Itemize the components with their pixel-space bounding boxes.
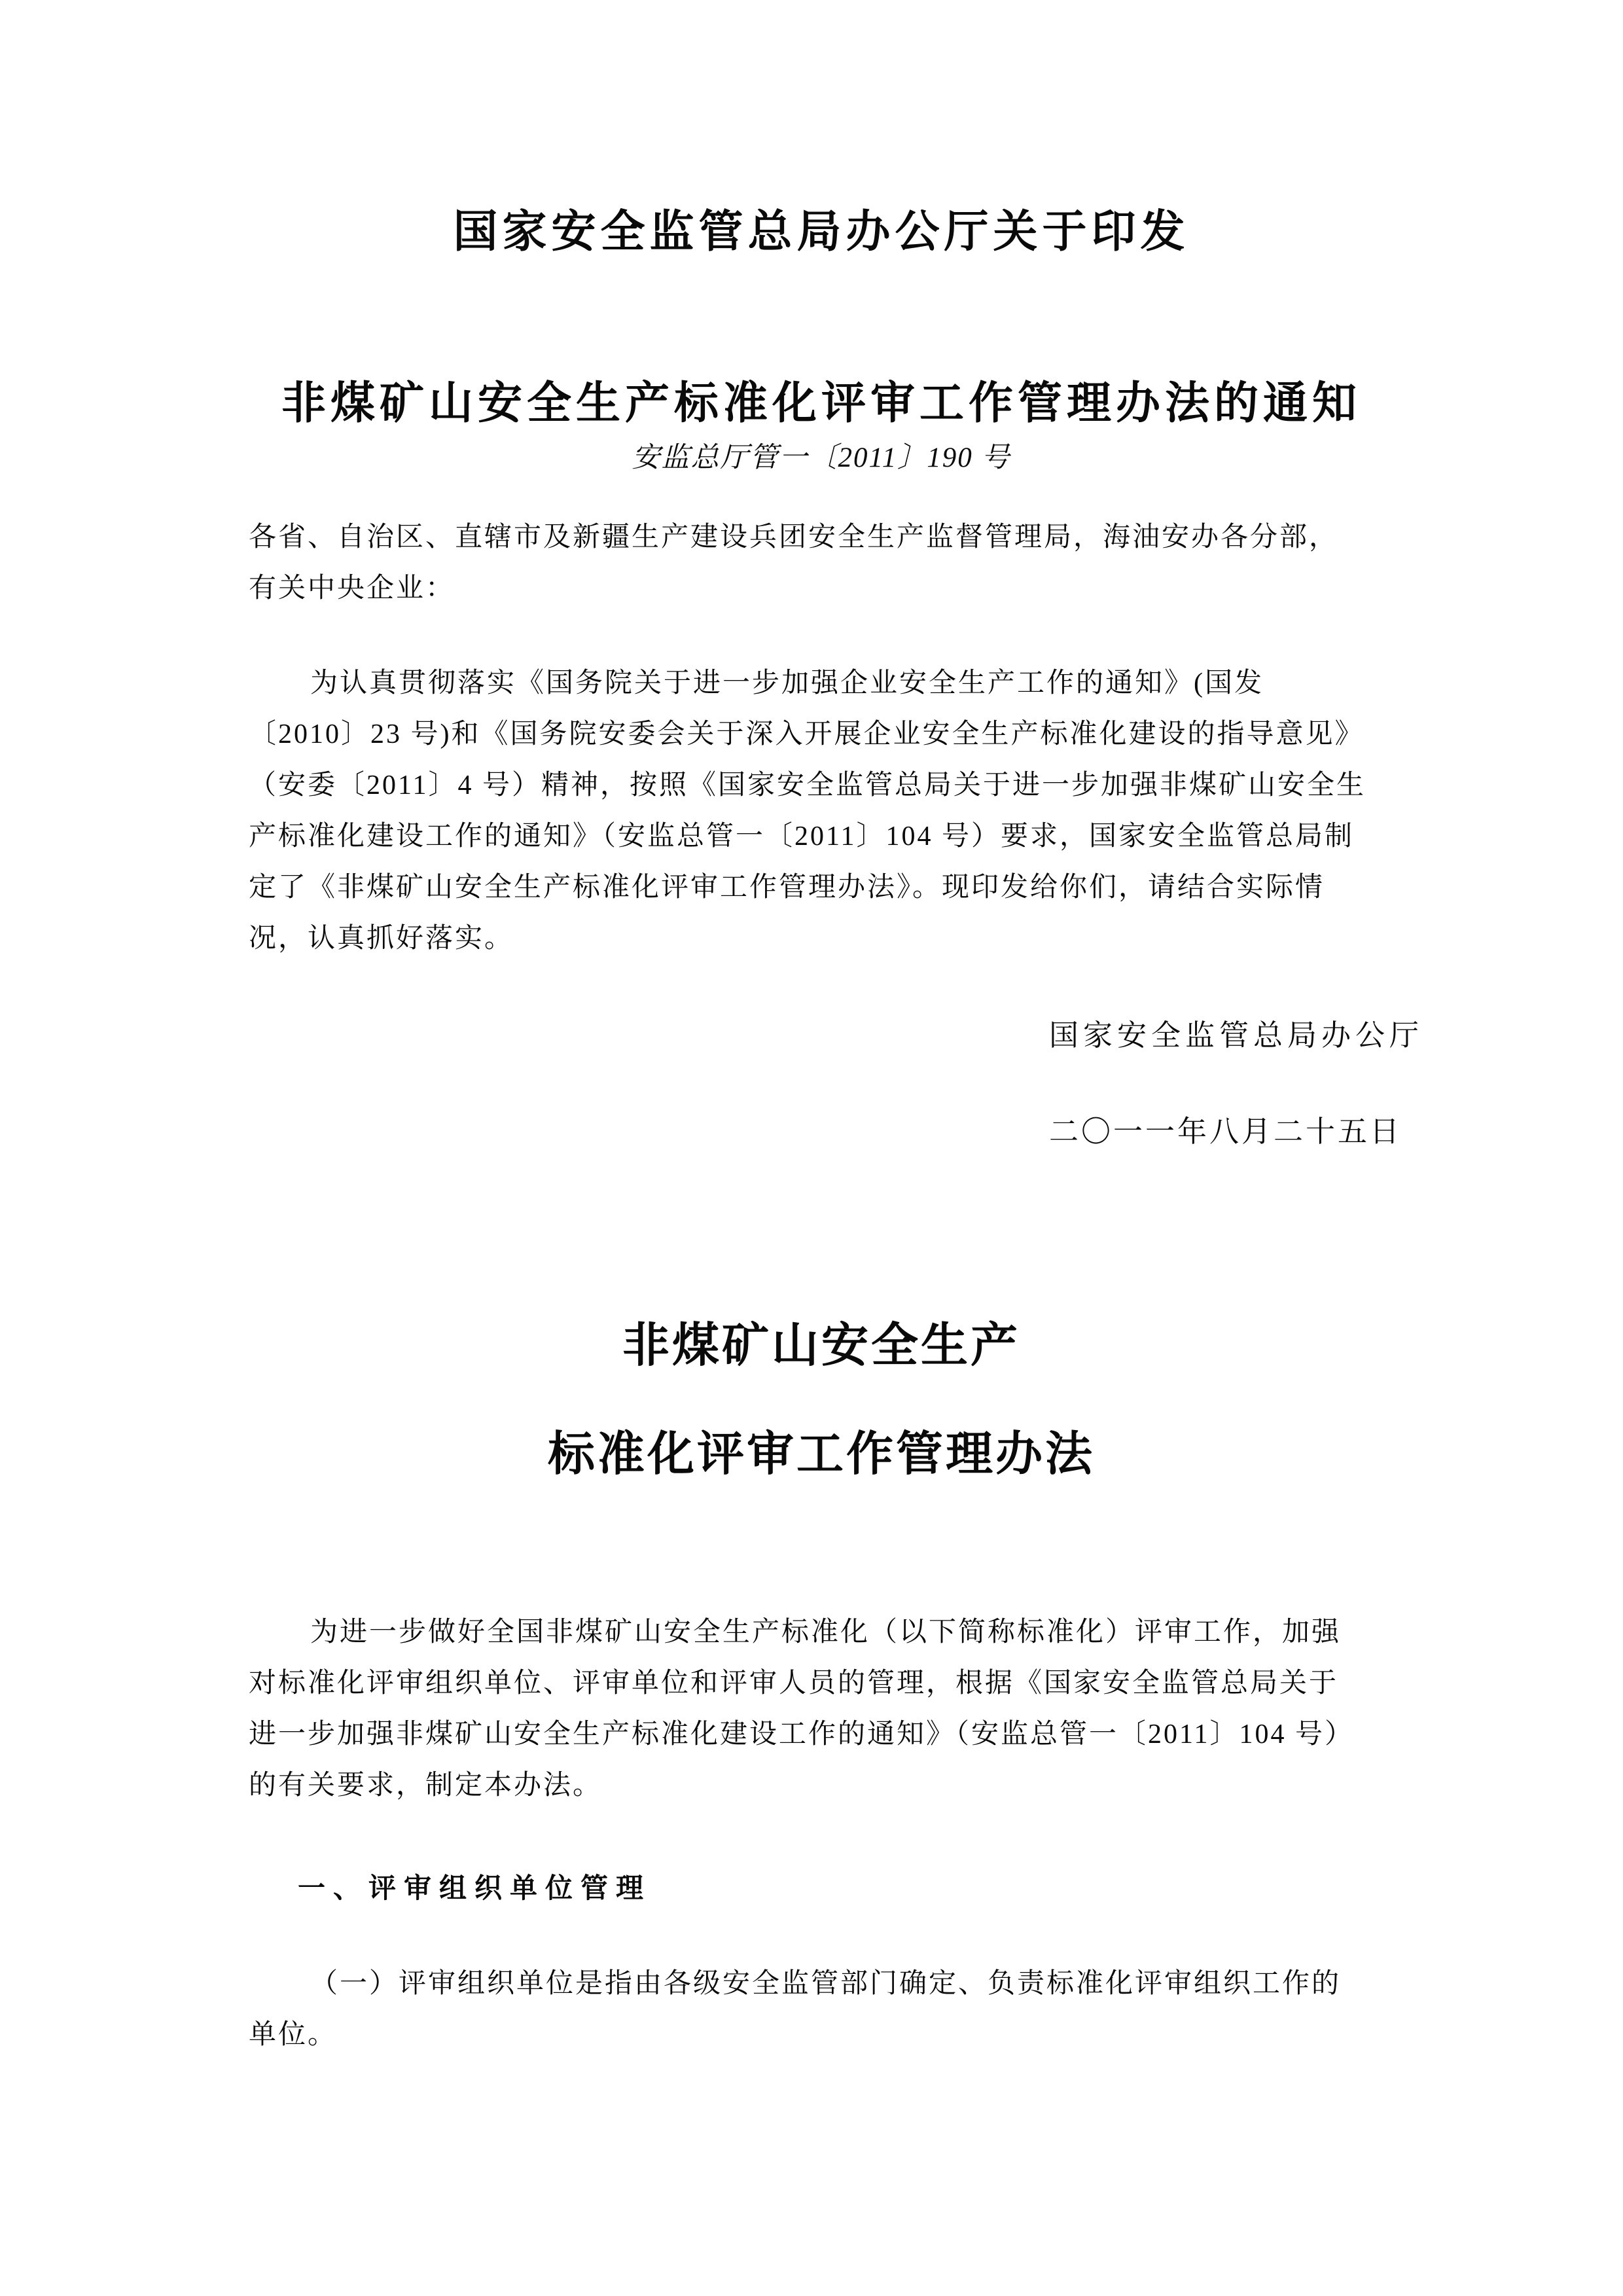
intro-line: 为进一步做好全国非煤矿山安全生产标准化（以下简称标准化）评审工作，加强	[310, 1617, 1342, 1647]
intro-line: 对标准化评审组织单位、评审单位和评审人员的管理，根据《国家安全监管总局关于	[249, 1668, 1339, 1698]
intro-line: 进一步加强非煤矿山安全生产标准化建设工作的通知》（安监总管一〔2011〕104 号）	[249, 1719, 1354, 1749]
section-item-paragraph	[249, 1958, 1394, 2060]
measures-intro-paragraph	[249, 1607, 1394, 1811]
recipients-line: 各省、自治区、直辖市及新疆生产建设兵团安全生产监督管理局，海油安办各分部，	[249, 522, 1339, 552]
item-line: （一）评审组织单位是指由各级安全监管部门确定、负责标准化评审组织工作的	[310, 1969, 1342, 1999]
intro-line: 的有关要求，制定本办法。	[249, 1770, 603, 1801]
item-line: 单位。	[249, 2020, 338, 2050]
notice-title-line2: 非煤矿山安全生产标准化评审工作管理办法的通知	[281, 378, 1361, 428]
body-line: 产标准化建设工作的通知》（安监总管一〔2011〕104 号）要求，国家安全监管总局制	[249, 821, 1354, 852]
recipients-line: 有关中央企业：	[249, 573, 455, 603]
section-heading: 一、评审组织单位管理	[298, 1874, 652, 1904]
body-line: （安委〔2011〕4 号）精神，按照《国家安全监管总局关于进一步加强非煤矿山安全生	[249, 770, 1366, 800]
issue-date: 二〇一一年八月二十五日	[1049, 1115, 1402, 1148]
body-line: 〔2010〕23 号)和《国务院安委会关于深入开展企业安全生产标准化建设的指导意见》	[249, 719, 1364, 749]
issuer-signature: 国家安全监管总局办公厅	[1049, 1019, 1424, 1052]
measures-title-line2: 标准化评审工作管理办法	[547, 1428, 1095, 1480]
body-line: 为认真贯彻落实《国务院关于进一步加强企业安全生产工作的通知》(国发	[310, 668, 1264, 698]
notice-body-paragraph	[249, 658, 1394, 964]
notice-title-line1: 国家安全监管总局办公厅关于印发	[453, 207, 1190, 257]
body-line: 定了《非煤矿山安全生产标准化评审工作管理办法》。现印发给你们，请结合实际情	[249, 872, 1325, 903]
document-number: 安监总厅管一〔2011〕190 号	[632, 442, 1011, 473]
body-line: 况，认真抓好落实。	[249, 924, 514, 954]
recipients-paragraph	[249, 512, 1394, 614]
measures-title-line1: 非煤矿山安全生产	[622, 1319, 1020, 1372]
